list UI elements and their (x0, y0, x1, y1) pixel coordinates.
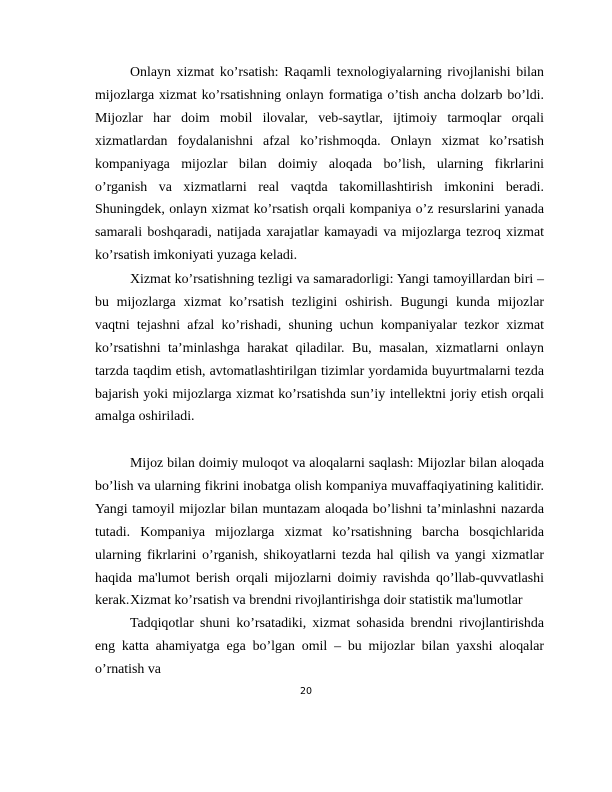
section-heading-statistics: Xizmat ko’rsatish va brendni rivojlantirishga doir statistik ma'lumotlar (130, 593, 523, 608)
paragraph-online-service: Onlayn xizmat ko’rsatish: Raqamli texnologiyalarning rivojlanishi bilan mijozlarga xizmat ko’rsatishning onlayn formatiga o’tish ancha dolzarb bo’ldi. Mijozlar har doim mobil ilovalar, veb-saytlar, ijtimoiy tarmoqlar orqali xizmatlardan foydalanishni afzal ko’rishmoqda. Onlayn xizmat ko’rsatish kompaniyaga mijozlar bilan doimiy aloqada bo’lish, ularning fikrlarini o’rganish va xizmatlarni real vaqtda takomillashtirish imkonini beradi. Shuningdek, onlayn xizmat ko’rsatish orqali kompaniya o’z resurslarini yanada samarali boshqaradi, natijada xarajatlar kamayadi va mijozlarga tezroq xizmat ko’rsatish imkoniyati yuzaga keladi. (95, 65, 544, 264)
paragraph-customer-communication: Mijoz bilan doimiy muloqot va aloqalarni saqlash: Mijozlar bilan aloqada bo’lish va ularning fikrini inobatga olish kompaniya muvaffaqiyatining kalitidir. Yangi tamoyil mijozlar bilan muntazam aloqada bo’lishni ta’minlashni nazarda tutadi. Kompaniya mijozlarga xizmat ko’rsatishning barcha bosqichlarida ularning fikrlarini o’rganish, shikoyatlarni tezda hal qilish va yangi xizmatlar haqida ma'lumot berish orqali mijozlarni doimiy ravishda qo’llab-quvvatlashi kerak. (95, 456, 544, 609)
paragraph-service-speed: Xizmat ko’rsatishning tezligi va samaradorligi: Yangi tamoyillardan biri – bu mijozlarga xizmat ko’rsatish tezligini oshirish. Bugungi kunda mijozlar vaqtni tejashni afzal ko’rishadi, shuning uchun kompaniyalar tezkor xizmat ko’rsatishni ta’minlashga harakat qiladilar. Bu, masalan, xizmatlarni onlayn tarzda taqdim etish, avtomatlashtirilgan tizimlar yordamida buyurtmalarni tezda bajarish yoki mijozlarga xizmat ko’rsatishda sun’iy intellektni joriy etish orqali amalga oshiriladi. (95, 272, 544, 425)
page-number: 20 (299, 686, 313, 697)
paragraph-research: Tadqiqotlar shuni ko’rsatadiki, xizmat sohasida brendni rivojlantirishda eng katta ahamiyatga ega bo’lgan omil – bu mijozlar bilan yaxshi aloqalar o’rnatish va (95, 616, 544, 677)
